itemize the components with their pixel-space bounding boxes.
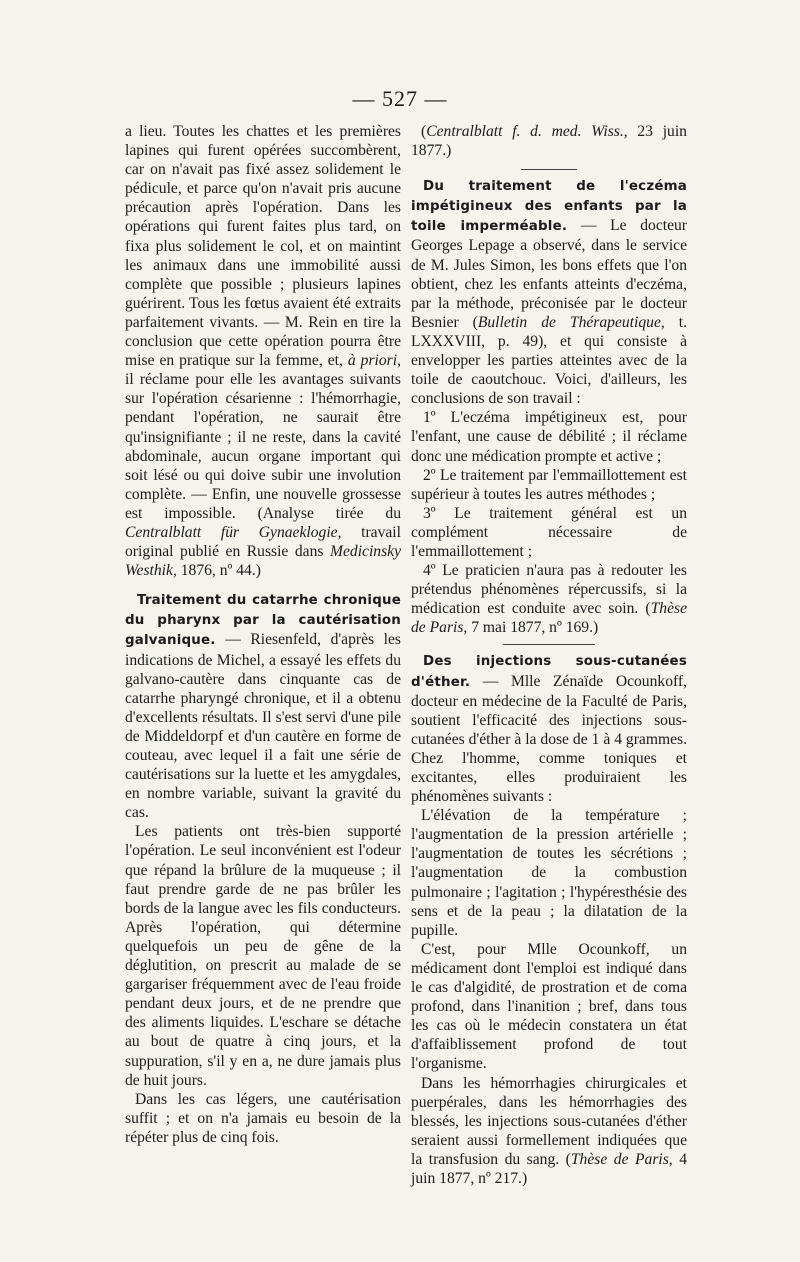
- continuation-citation: (Centralblatt f. d. med. Wiss., 23 juin 1877.): [411, 123, 687, 160]
- text-run: , t. LXXXVIII, p. 49), et qui consiste à envelopper les parties atteintes avec de la toile de caoutchouc. Voici, d'ailleurs, les conclusions de son travail :: [411, 313, 687, 408]
- article-heading: Du traitement de l'eczéma impétigineux des enfants par la toile imperméable.: [411, 179, 687, 235]
- source-citation: Centralblatt f. d. med. Wiss.: [426, 123, 624, 140]
- text-run: 4º Le praticien n'aura pas à redouter les prétendus phénomènes répercussifs, si la médication est conduite avec soin. (: [411, 562, 687, 618]
- text-run: , il réclame pour elle les avantages suivants sur l'opération césarienne : l'hémorrhagie, pendant l'opération, ne saurait être qu'insignifiante ; il ne reste, dans la cavité abdominale, aucun organe important qui soit lésé ou qui doive subir une involution complète. — Enfin, une nouvelle grossesse est impossible. (Analyse tirée du: [125, 352, 401, 522]
- text-run: , 4 juin 1877, nº 217.): [411, 1150, 688, 1187]
- page-number: — 527 —: [352, 86, 448, 111]
- text-run: , 7 mai 1877, nº 169.): [463, 619, 599, 637]
- list-item: 3º Le traitement général est un complément nécessaire de l'emmaillottement ;: [411, 504, 687, 560]
- article-heading: Traitement du catarrhe chronique du pharynx par la cautérisation galvanique.: [125, 593, 401, 649]
- article-ether: [411, 651, 687, 806]
- source-citation: Bulletin de Thérapeutique: [477, 313, 661, 331]
- text-run: — Riesenfeld, d'après les indications de Michel, a essayé les effets du galvano-cautère dans cinquante cas de catarrhe pharyngé chronique, et il a obtenu d'excellents résultats. Il s'est servi d'une pile de Middeldorpf et d'un cautère en forme de couteau, avec lequel il a fait une série de cautérisations sur la luette et les amygdales, en nombre variable, suivant la gravité du cas.: [125, 631, 401, 822]
- article-heading: Des injections sous-cutanées d'éther.: [411, 654, 687, 690]
- paragraph: C'est, pour Mlle Ocounkoff, un médicament dont l'emploi est indiqué dans le cas d'algidité, de prostration et de coma profond, dans l'inanition ; bref, dans tous les cas où le médecin constatera un état d'affaiblissement profond de tout l'organisme.: [411, 940, 687, 1073]
- text-run: a lieu. Toutes les chattes et les premières lapines qui furent opérées succombèrent, car on n'avait pas fixé assez solidement le pédicule, et parce qu'on n'avait pris aucune précaution après l'opération. Dans les opérations qui furent faites plus tard, on fixa plus solidement le col, et on maintint les animaux dans une immobilité aussi complète que possible ; plusieurs lapines guérirent. Tous les fœtus avaient été extraits parfaitement vivants. — M. Rein en tire la conclusion que cette opération pourra être mise en pratique sur la femme, et,: [125, 123, 401, 370]
- source-citation: Thèse de Paris: [570, 1150, 669, 1168]
- text-run: , 23 juin 1877.): [411, 123, 687, 160]
- list-item: 1º L'eczéma impétigineux est, pour l'enfant, une cause de débilité ; il réclame donc une médication prompte et active ;: [411, 409, 687, 465]
- text-run: Dans les hémorrhagies chirurgicales et puerpérales, dans les hémorrhagies des blessés, les injections sous-cutanées d'éther seraient aussi formellement indiquées que la transfusion du sang. (: [411, 1074, 687, 1168]
- article-pharynx: [125, 590, 401, 822]
- paragraph: Dans les cas légers, une cautérisation suffit ; et on n'a jamais eu besoin de la répéter plus de cinq fois.: [125, 1090, 401, 1146]
- italic-run: à priori: [347, 352, 398, 370]
- text-run: , 1876, nº 44.): [172, 562, 261, 580]
- paragraph: Les patients ont très-bien supporté l'opération. Le seul inconvénient est l'odeur que répand la brûlure de la muqueuse ; il faut prendre garde de ne pas brûler les bords de la langue avec les fils conducteurs. Après l'opération, qui détermine quelquefois un peu de gêne de la déglutition, on prescrit au malade de se gargariser fréquemment avec de l'eau froide pendant deux jours, et de ne prendre que des aliments liquides. L'eschare se détache au bout de quatre à cinq jours, et la suppuration, s'il y en a, ne dure jamais plus de huit jours.: [125, 823, 401, 1089]
- text-run: , travail original publié en Russie dans: [125, 523, 401, 561]
- list-item: 2º Le traitement par l'emmaillottement est supérieur à toutes les autres méthodes ;: [411, 466, 687, 503]
- source-citation: Centralblatt für Gynaeklogie: [125, 523, 338, 541]
- left-column: [125, 122, 401, 1147]
- list-item: [411, 561, 687, 637]
- paragraph: [411, 1074, 687, 1189]
- section-divider: [503, 644, 595, 645]
- section-divider: [521, 169, 577, 170]
- article-eczema: [411, 176, 687, 408]
- intro-paragraph: [125, 122, 401, 580]
- right-column: [411, 122, 687, 1188]
- text-run: — Le docteur Georges Lepage a observé, dans le service de M. Jules Simon, les bons effets que l'on obtient, chez les enfants atteints d'eczéma, par la méthode, préconisée par le docteur Besnier (: [411, 217, 687, 331]
- source-citation: Thèse de Paris: [411, 600, 687, 637]
- source-citation: Medicinsky Westhik: [125, 543, 401, 580]
- text-run: — Mlle Zénaïde Ocounkoff, docteur en médecine de la Faculté de Paris, soutient l'efficacité des injections sous-cutanées d'éther à la dose de 1 à 4 grammes. Chez l'homme, comme toniques et excitantes, elles produiraient les phénomènes suivants :: [411, 672, 687, 806]
- paragraph: L'élévation de la température ; l'augmentation de la pression artérielle ; l'augmentation de toutes les sécrétions ; l'augmentation de la combustion pulmonaire ; l'agitation ; l'hypéresthésie des sens et de la peau ; la dilatation de la pupille.: [411, 807, 687, 939]
